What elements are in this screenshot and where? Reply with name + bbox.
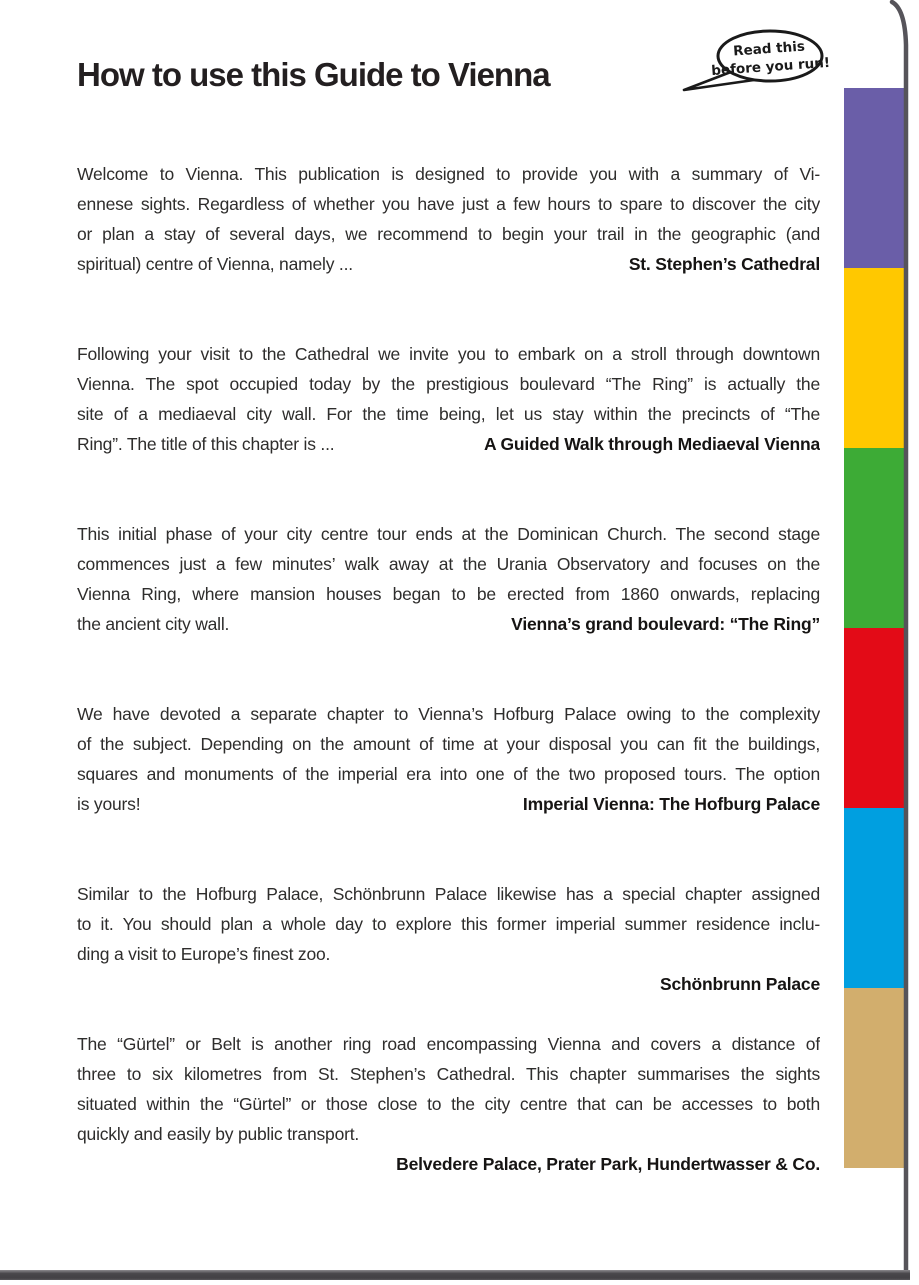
page-title: How to use this Guide to Vienna — [77, 56, 550, 93]
paragraph-line: or plan a stay of several days, we recommend to begin your trail in the geographic (and — [77, 224, 820, 244]
paragraph-schoenbrunn — [77, 879, 820, 999]
chapter-title: A Guided Walk through Mediaeval Vienna — [484, 434, 820, 454]
paragraph-line: of the subject. Depending on the amount of time at your disposal you can fit the buildings, — [77, 734, 820, 754]
paragraph-last-line — [77, 609, 820, 639]
paragraph-line-text: spiritual) centre of Vienna, namely ... — [77, 254, 353, 274]
paragraph-line: Vienna Ring, where mansion houses began to be erected from 1860 onwards, replacing — [77, 584, 820, 604]
paragraph-guided-walk — [77, 339, 820, 459]
paragraph-line: We have devoted a separate chapter to Vienna’s Hofburg Palace owing to the complexity — [77, 704, 820, 724]
paragraph-line: The “Gürtel” or Belt is another ring road encompassing Vienna and covers a distance of — [77, 1034, 820, 1054]
page-edge-bottom-shadow — [0, 1270, 910, 1280]
paragraph-line: three to six kilometres from St. Stephen’s Cathedral. This chapter summarises the sights — [77, 1064, 820, 1084]
paragraph-line: Similar to the Hofburg Palace, Schönbrunn Palace likewise has a special chapter assigned — [77, 884, 820, 904]
paragraph-last-line — [77, 429, 820, 459]
paragraph-last-line — [77, 249, 820, 279]
paragraph-line: to it. You should plan a whole day to explore this former imperial summer residence inclu- — [77, 914, 820, 934]
chapter-title-line — [77, 969, 820, 999]
paragraph-line-text: the ancient city wall. — [77, 614, 230, 634]
chapter-title: Imperial Vienna: The Hofburg Palace — [522, 794, 820, 814]
paragraph-line: Following your visit to the Cathedral we invite you to embark on a stroll through downtown — [77, 344, 820, 364]
paragraph-st-stephens — [77, 159, 820, 279]
speech-bubble-line2: before you run! — [710, 54, 830, 80]
paragraph-line: site of a mediaeval city wall. For the time being, let us stay within the precincts of “The — [77, 404, 820, 424]
paragraph-line: quickly and easily by public transport. — [77, 1124, 360, 1144]
paragraph-line-text: is yours! — [77, 794, 141, 814]
page-edge-right-shadow — [881, 0, 919, 1285]
chapter-title: Belvedere Palace, Prater Park, Hundertwasser & Co. — [396, 1154, 820, 1174]
paragraph-line: situated within the “Gürtel” or those close to the city centre that can be accesses to both — [77, 1094, 820, 1114]
paragraph-hofburg — [77, 699, 820, 819]
paragraph-line: Vienna. The spot occupied today by the prestigious boulevard “The Ring” is actually the — [77, 374, 820, 394]
chapter-title: St. Stephen’s Cathedral — [628, 254, 820, 274]
paragraph-guertel — [77, 1029, 820, 1179]
paragraph-line: squares and monuments of the imperial era into one of the two proposed tours. The option — [77, 764, 820, 784]
paragraph-last-line — [77, 789, 820, 819]
chapter-title: Schönbrunn Palace — [660, 974, 820, 994]
speech-bubble — [680, 28, 830, 100]
paragraph-line: ding a visit to Europe’s finest zoo. — [77, 944, 331, 964]
paragraph-line-text: Ring”. The title of this chapter is ... — [77, 434, 335, 454]
speech-bubble-line1: Read this — [732, 38, 806, 60]
chapter-title-line — [77, 1149, 820, 1179]
chapter-title: Vienna’s grand boulevard: “The Ring” — [511, 614, 820, 634]
paragraph-line: Welcome to Vienna. This publication is designed to provide you with a summary of Vi- — [77, 164, 820, 184]
paragraph-line: commences just a few minutes’ walk away at the Urania Observatory and focuses on the — [77, 554, 820, 574]
paragraph-line: This initial phase of your city centre tour ends at the Dominican Church. The second stage — [77, 524, 820, 544]
paragraph-line: ennese sights. Regardless of whether you have just a few hours to spare to discover the city — [77, 194, 820, 214]
paragraph-the-ring — [77, 519, 820, 639]
